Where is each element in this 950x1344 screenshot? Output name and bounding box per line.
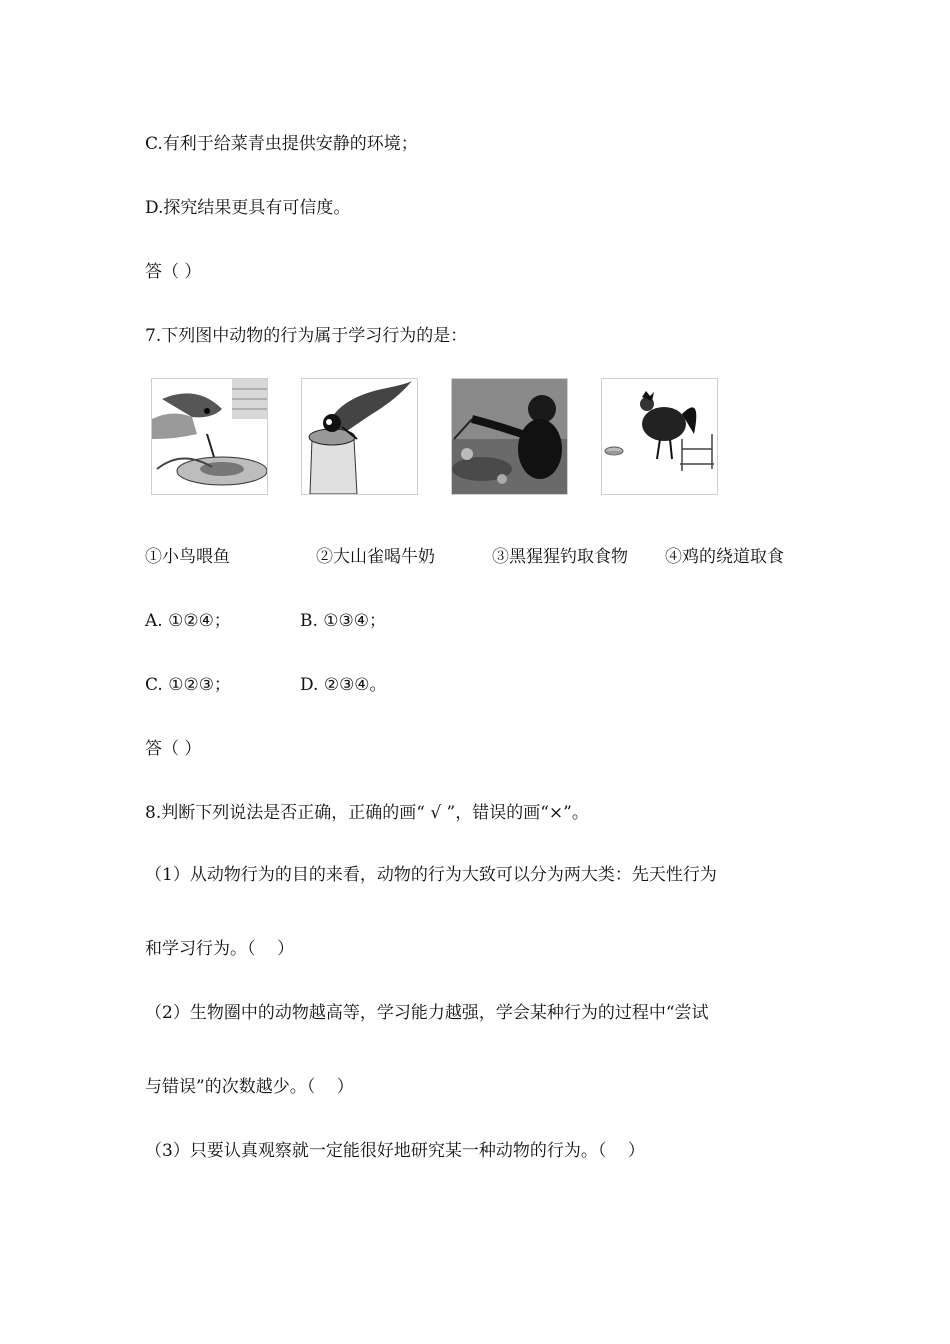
caption-2: ②大山雀喝牛奶 [316, 547, 435, 567]
caption-3: ③黑猩猩钓取食物 [492, 547, 628, 567]
q8-statement-1-line-1: （1）从动物行为的目的来看，动物的行为大致可以分为两大类：先天性行为 [145, 865, 717, 885]
q7-option-a: A. ①②④； [145, 611, 231, 631]
q6-option-d: D.探究结果更具有可信度。 [145, 198, 351, 218]
bird-feeding-fish-icon [151, 378, 268, 495]
q7-option-c: C. ①②③； [145, 675, 231, 695]
q6-option-c: C.有利于给菜青虫提供安静的环境； [145, 134, 418, 154]
chimpanzee-fishing-food-icon [451, 378, 568, 495]
q8-statement-3: （3）只要认真观察就一定能很好地研究某一种动物的行为。（ ） [145, 1141, 645, 1161]
q7-stem: 7.下列图中动物的行为属于学习行为的是： [145, 326, 468, 346]
q7-option-d: D. ②③④。 [300, 675, 387, 695]
tit-drinking-milk-icon [301, 378, 418, 495]
caption-4: ④鸡的绕道取食 [665, 547, 784, 567]
rooster-detour-food-icon [601, 378, 718, 495]
q8-stem: 8.判断下列说法是否正确，正确的画“ √ ”，错误的画“×”。 [145, 803, 589, 823]
q8-statement-1-line-2: 和学习行为。（ ） [145, 939, 295, 959]
q7-option-b: B. ①③④； [300, 611, 387, 631]
q6-answer-blank: 答（ ） [145, 262, 202, 282]
q8-statement-2-line-2: 与错误”的次数越少。（ ） [145, 1077, 354, 1097]
caption-1: ①小鸟喂鱼 [145, 547, 230, 567]
q8-statement-2-line-1: （2）生物圈中的动物越高等，学习能力越强，学会某种行为的过程中“尝试 [145, 1003, 709, 1023]
q7-answer-blank: 答（ ） [145, 739, 202, 759]
